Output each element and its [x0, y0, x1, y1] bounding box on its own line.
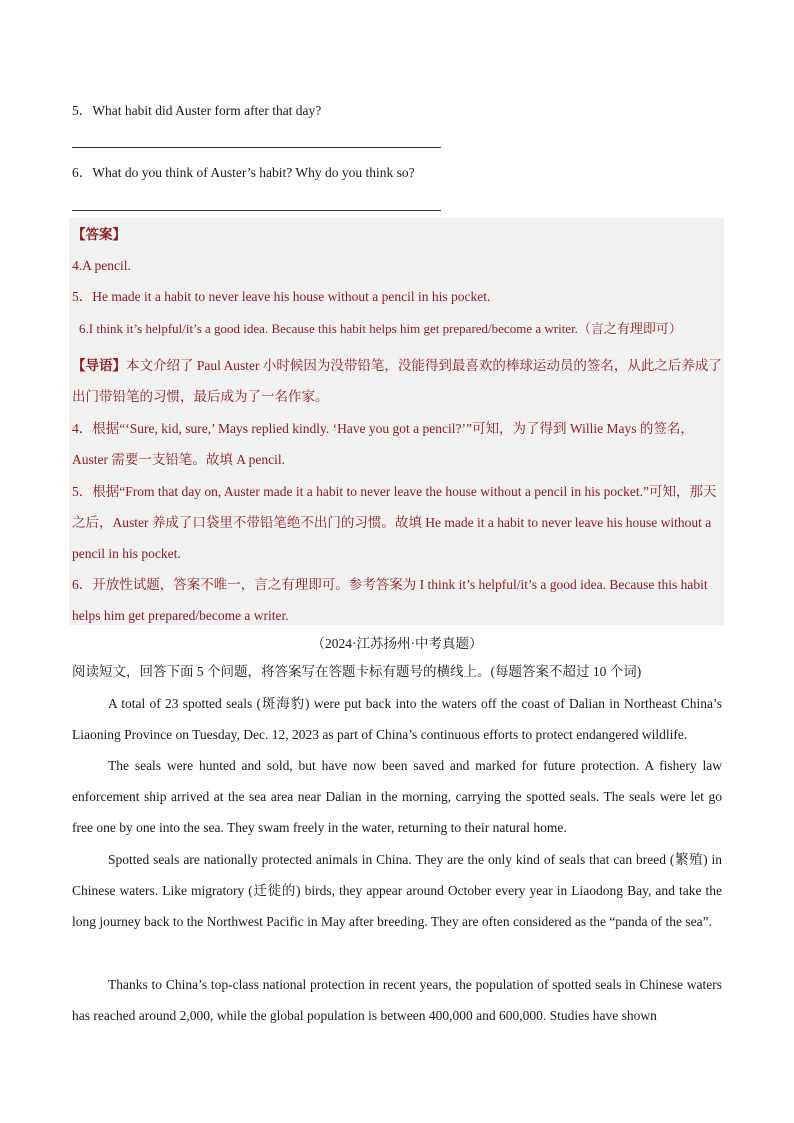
source-label: （2024·江苏扬州·中考真题） [311, 636, 483, 651]
explanation-5: 5．根据“From that day on, Auster made it a habit to never leave the house without a pencil in his pocket.”可知，那天之后，Auster 养成了口袋里不带铅笔绝不出门的习惯。故填 He made it a habit to never leave his house without a pencil in his pocket. [72, 484, 717, 561]
answer-6: 6.I think it’s helpful/it’s a good idea. Because this habit helps him get prepared/become a writer.（言之有理即可） [79, 321, 682, 336]
answer-line-5 [72, 147, 441, 148]
answer-header: 【答案】 [72, 227, 126, 242]
passage-paragraph-3: Spotted seals are nationally protected animals in China. They are the only kind of seals that can breed (繁殖) in Chinese waters. Like migratory (迁徙的) birds, they appear around October every year in Liaodong Bay, and take the long journey back to the Northwest Pacific in May after breeding. They are often considered as the “panda of the sea”. [72, 852, 722, 929]
answer-5: 5．He made it a habit to never leave his house without a pencil in his pocket. [72, 289, 491, 304]
guide-paragraph [72, 350, 722, 412]
explanation-4: 4．根据“‘Sure, kid, sure,’ Mays replied kindly. ‘Have you got a pencil?’”可知，为了得到 Willie Mays 的签名，Auster 需要一支铅笔。故填 A pencil. [72, 421, 694, 467]
guide-tag: 【导语】 [72, 358, 126, 373]
question-5: 5．What habit did Auster form after that day? [72, 103, 322, 118]
passage-paragraph-1: A total of 23 spotted seals (斑海豹) were put back into the waters off the coast of Dalian in Northeast China’s Liaoning Province on Tuesday, Dec. 12, 2023 as part of China’s continuous efforts to protect endangered wildlife. [72, 696, 722, 742]
explanation-6: 6．开放性试题，答案不唯一，言之有理即可。参考答案为 I think it’s helpful/it’s a good idea. Because this habit helps him get prepared/become a writer. [72, 577, 708, 623]
question-6: 6．What do you think of Auster’s habit? Why do you think so? [72, 165, 415, 180]
answer-4: 4.A pencil. [72, 258, 131, 273]
instructions: 阅读短文，回答下面 5 个问题，将答案写在答题卡标有题号的横线上。(每题答案不超过 10 个词) [72, 664, 642, 679]
passage-paragraph-2: The seals were hunted and sold, but have now been saved and marked for future protection. A fishery law enforcement ship arrived at the sea area near Dalian in the morning, carrying the spotted seals. The seals were let go free one by one into the sea. They swam freely in the water, returning to their natural home. [72, 758, 722, 835]
guide-text: 本文介绍了 Paul Auster 小时候因为没带铅笔，没能得到最喜欢的棒球运动员的签名，从此之后养成了出门带铅笔的习惯，最后成为了一名作家。 [72, 358, 722, 404]
passage-paragraph-4: Thanks to China’s top-class national protection in recent years, the population of spotted seals in Chinese waters has reached around 2,000, while the global population is between 400,000 and 600,000. Studies have shown [72, 977, 722, 1023]
answer-line-6 [72, 210, 441, 211]
